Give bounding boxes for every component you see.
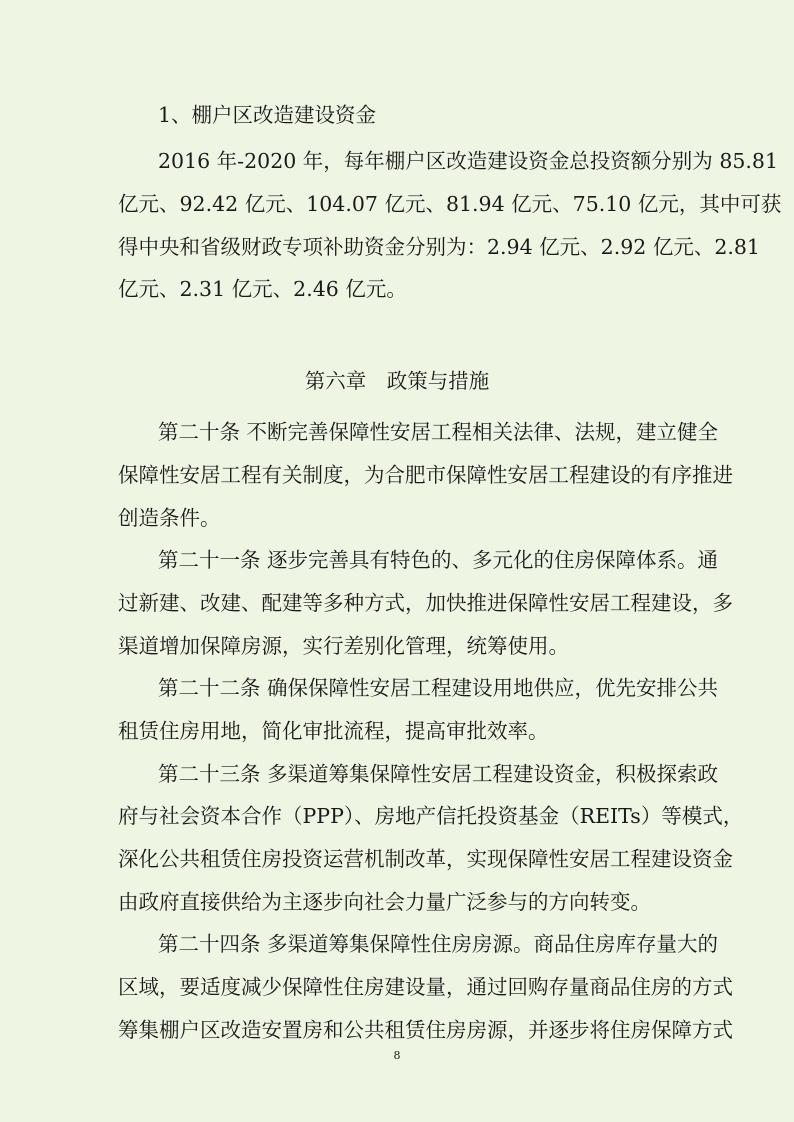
- paragraph-line: 渠道增加保障房源，实行差别化管理，统筹使用。: [118, 634, 569, 658]
- paragraph-line: 创造条件。: [118, 506, 221, 530]
- paragraph-line: 第二十二条 确保保障性安居工程建设用地供应，优先安排公共: [158, 676, 719, 700]
- paragraph-line: 第二十四条 多渠道筹集保障性住房房源。商品住房库存量大的: [158, 932, 719, 956]
- paragraph-line: 亿元、92.42 亿元、104.07 亿元、81.94 亿元、75.10 亿元，其中可获: [118, 192, 782, 216]
- paragraph-line: 由政府直接供给为主逐步向社会力量广泛参与的方向转变。: [118, 890, 651, 914]
- paragraph-line: 筹集棚户区改造安置房和公共租赁住房房源，并逐步将住房保障方式: [118, 1018, 733, 1042]
- paragraph-line: 租赁住房用地，简化审批流程，提高审批效率。: [118, 719, 549, 743]
- paragraph-line: 保障性安居工程有关制度，为合肥市保障性安居工程建设的有序推进: [118, 463, 733, 487]
- paragraph-line: 过新建、改建、配建等多种方式，加快推进保障性安居工程建设，多: [118, 591, 733, 615]
- paragraph-line: 第二十三条 多渠道筹集保障性安居工程建设资金，积极探索政: [158, 762, 719, 786]
- paragraph-line: 府与社会资本合作（PPP）、房地产信托投资基金（REITs）等模式，: [118, 804, 744, 828]
- paragraph-line: 区域，要适度减少保障性住房建设量，通过回购存量商品住房的方式: [118, 975, 733, 999]
- chapter-heading: 第六章 政策与措施: [304, 369, 490, 393]
- paragraph-line: 得中央和省级财政专项补助资金分别为：2.94 亿元、2.92 亿元、2.81: [118, 235, 760, 259]
- paragraph-line: 2016 年-2020 年，每年棚户区改造建设资金总投资额分别为 85.81: [158, 149, 779, 173]
- paragraph-line: 第二十条 不断完善保障性安居工程相关法律、法规，建立健全: [158, 420, 719, 444]
- page-number: 8: [393, 1049, 401, 1062]
- paragraph-line: 深化公共租赁住房投资运营机制改革，实现保障性安居工程建设资金: [118, 847, 733, 871]
- section-title: 1、棚户区改造建设资金: [158, 103, 377, 127]
- paragraph-line: 亿元、2.31 亿元、2.46 亿元。: [118, 277, 407, 301]
- paragraph-line: 第二十一条 逐步完善具有特色的、多元化的住房保障体系。通: [158, 548, 719, 572]
